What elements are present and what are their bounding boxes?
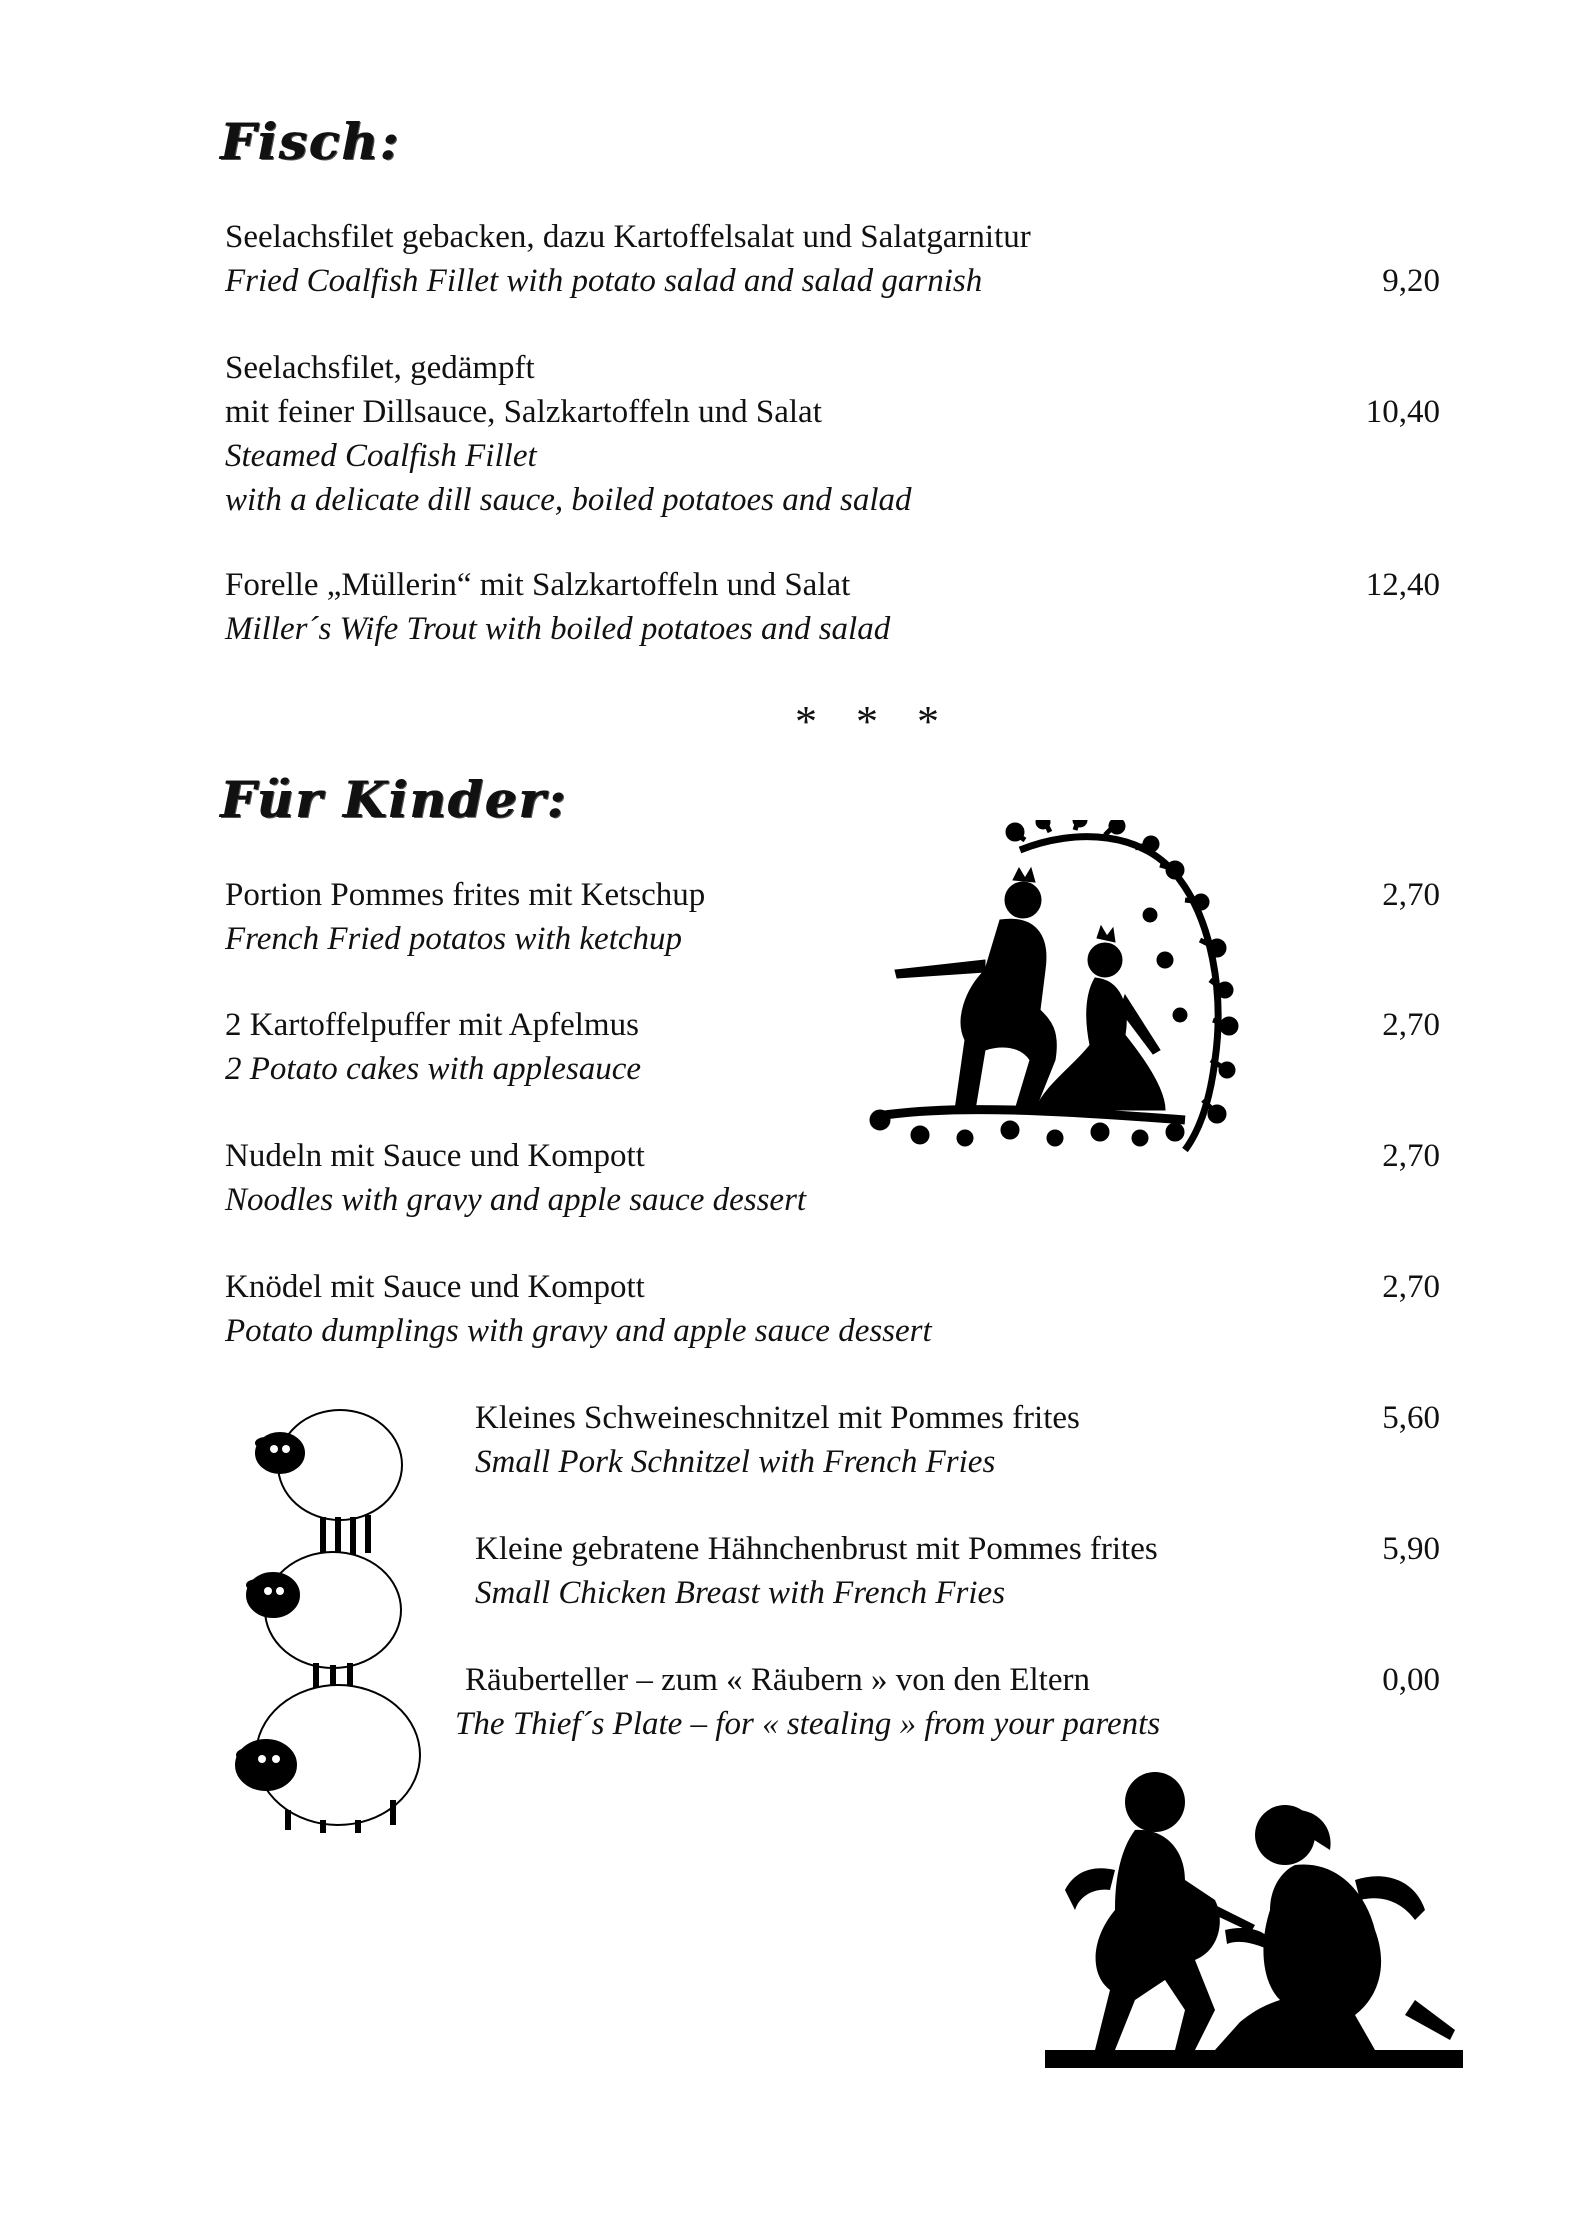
item-name-de: Portion Pommes frites mit Ketschup [225,877,706,913]
item-name-en: The Thief´s Plate – for « stealing » from your parents [455,1706,1161,1742]
item-name-de: Seelachsfilet, gedämpft [225,350,535,386]
item-name-en: Small Pork Schnitzel with French Fries [475,1444,996,1480]
item-price: 2,70 [1382,877,1440,913]
item-name-en-line2: with a delicate dill sauce, boiled potatoes and salad [225,482,912,518]
item-name-de: Räuberteller – zum « Räubern » von den Eltern [465,1662,1090,1698]
item-name-de: Kleine gebratene Hähnchenbrust mit Pommes frites [475,1531,1158,1567]
item-name-de-line2: mit feiner Dillsauce, Salzkartoffeln und Salat [225,394,822,430]
item-name-en: Fried Coalfish Fillet with potato salad and salad garnish [225,263,983,299]
item-price: 0,00 [1382,1662,1440,1698]
section-separator: * * * [795,697,953,746]
kids-heading: Für Kinder: [220,770,568,829]
item-name-en: Potato dumplings with gravy and apple sauce dessert [225,1313,932,1349]
item-price: 12,40 [1365,567,1440,603]
item-name-en: Miller´s Wife Trout with boiled potatoes and salad [225,611,891,647]
item-price: 2,70 [1382,1007,1440,1043]
item-price: 5,90 [1382,1531,1440,1567]
item-price: 2,70 [1382,1269,1440,1305]
item-name-de: Knödel mit Sauce und Kompott [225,1269,645,1305]
item-name-en: French Fried potatos with ketchup [225,921,683,957]
item-name-de: Kleines Schweineschnitzel mit Pommes frites [475,1400,1080,1436]
item-name-de: Nudeln mit Sauce und Kompott [225,1138,645,1174]
item-price: 5,60 [1382,1400,1440,1436]
item-price: 2,70 [1382,1138,1440,1174]
couple-silhouette-illustration [835,820,1275,1180]
children-silhouette-illustration [1045,1760,1465,2070]
stacked-sheep-illustration [228,1405,428,1835]
item-name-en: 2 Potato cakes with applesauce [225,1051,642,1087]
item-name-en: Noodles with gravy and apple sauce dessert [225,1182,807,1218]
item-price: 9,20 [1382,263,1440,299]
item-name-de: 2 Kartoffelpuffer mit Apfelmus [225,1007,639,1043]
item-name-en: Steamed Coalfish Fillet [225,438,537,474]
item-name-en: Small Chicken Breast with French Fries [475,1575,1006,1611]
fish-heading: Fisch: [220,112,400,171]
item-name-de: Seelachsfilet gebacken, dazu Kartoffelsalat und Salatgarnitur [225,219,1031,255]
item-price: 10,40 [1365,394,1440,430]
item-name-de: Forelle „Müllerin“ mit Salzkartoffeln und Salat [225,567,851,603]
